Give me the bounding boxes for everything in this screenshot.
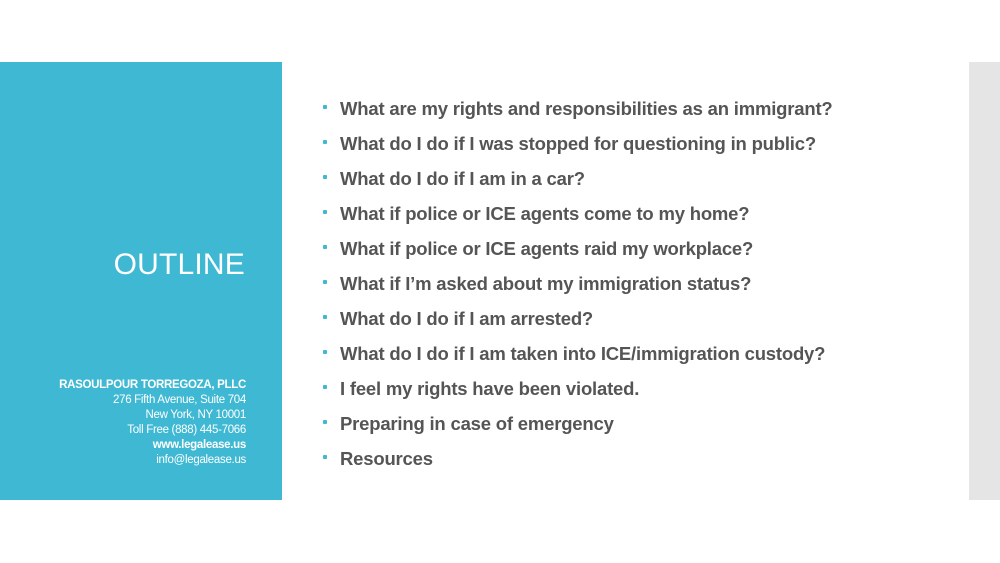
- outline-item: [323, 336, 833, 371]
- contact-block: [59, 378, 246, 468]
- email-link[interactable]: info@legalease.us: [156, 454, 246, 466]
- bullet-icon: [323, 350, 327, 354]
- bullet-icon: [323, 455, 327, 459]
- phone-number: Toll Free (888) 445-7066: [127, 424, 246, 436]
- outline-item-text: What do I do if I am taken into ICE/immigration custody?: [340, 342, 826, 364]
- bullet-icon: [323, 280, 327, 284]
- address-line-2: New York, NY 10001: [145, 409, 246, 421]
- bullet-icon: [323, 140, 327, 144]
- outline-item-text: What do I do if I am in a car?: [340, 167, 585, 189]
- outline-item-text: Preparing in case of emergency: [340, 412, 614, 434]
- outline-item-text: What do I do if I was stopped for questioning in public?: [340, 132, 816, 154]
- website-link[interactable]: www.legalease.us: [152, 439, 246, 451]
- right-accent-bar: [969, 62, 1000, 500]
- outline-item: [323, 371, 833, 406]
- outline-item: [323, 126, 833, 161]
- outline-item: [323, 441, 833, 476]
- outline-item: [323, 406, 833, 441]
- bullet-icon: [323, 245, 327, 249]
- outline-list: [323, 91, 833, 476]
- bullet-icon: [323, 315, 327, 319]
- bullet-icon: [323, 420, 327, 424]
- bullet-icon: [323, 175, 327, 179]
- address-line-1: 276 Fifth Avenue, Suite 704: [113, 394, 246, 406]
- bullet-icon: [323, 210, 327, 214]
- outline-item-text: What if I’m asked about my immigration status?: [340, 272, 752, 294]
- outline-item: [323, 196, 833, 231]
- title-panel: [0, 62, 282, 500]
- outline-item-text: I feel my rights have been violated.: [340, 377, 640, 399]
- slide-title: OUTLINE: [113, 248, 245, 281]
- outline-item: [323, 231, 833, 266]
- outline-item: [323, 266, 833, 301]
- firm-name: RASOULPOUR TORREGOZA, PLLC: [59, 379, 246, 391]
- outline-item-text: What are my rights and responsibilities as an immigrant?: [340, 97, 833, 119]
- outline-item-text: What if police or ICE agents come to my home?: [340, 202, 750, 224]
- bullet-icon: [323, 105, 327, 109]
- outline-item-text: What do I do if I am arrested?: [340, 307, 594, 329]
- bullet-icon: [323, 385, 327, 389]
- outline-item: [323, 91, 833, 126]
- outline-item-text: What if police or ICE agents raid my workplace?: [340, 237, 754, 259]
- outline-item: [323, 161, 833, 196]
- outline-item: [323, 301, 833, 336]
- outline-item-text: Resources: [340, 447, 433, 469]
